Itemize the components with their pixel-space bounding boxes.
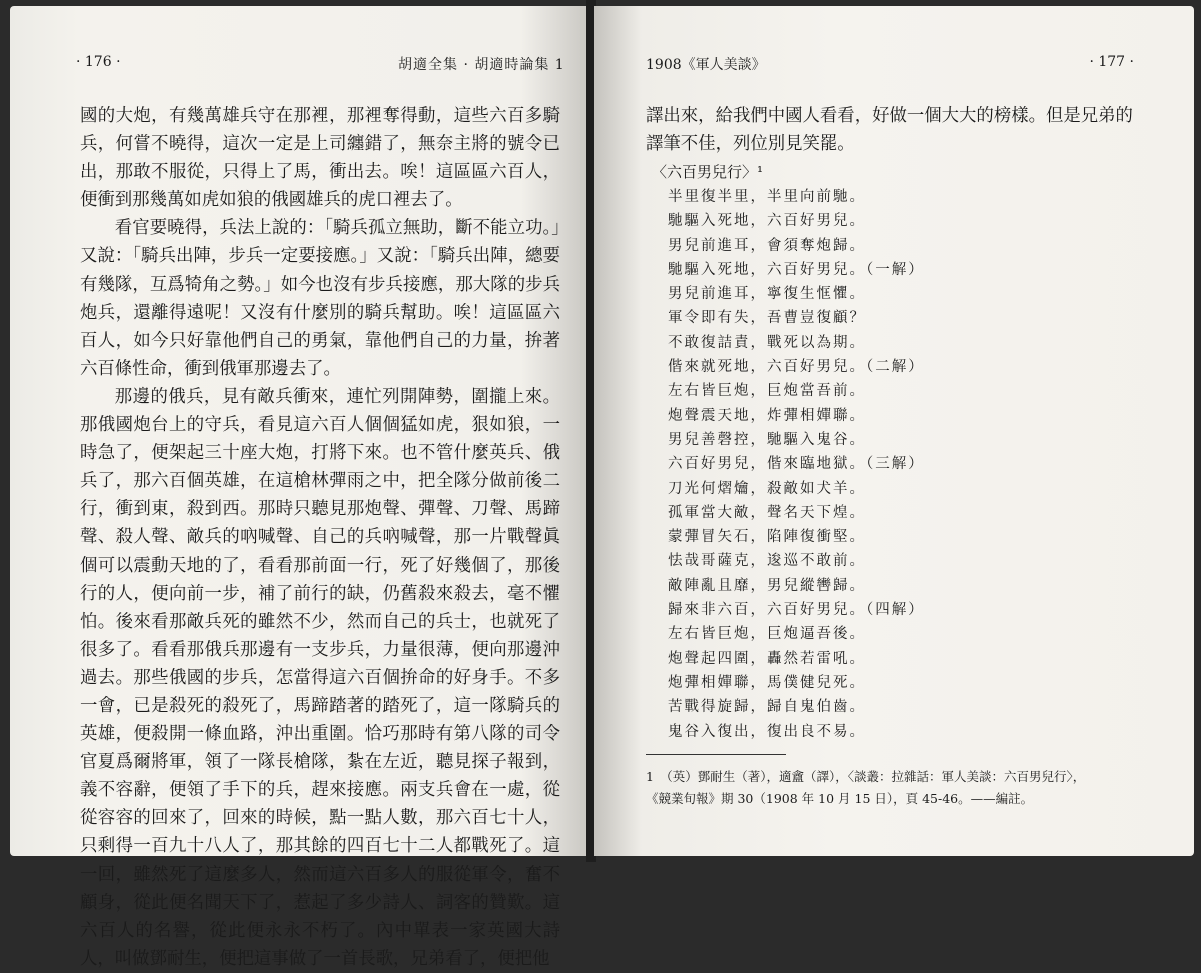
paragraph: 看官要曉得，兵法上說的：「騎兵孤立無助，斷不能立功。」又說：「騎兵出陣，步兵一定要接應。」又說：「騎兵出陣，總要有幾隊，互爲犄角之勢。」如今也沒有步兵接應，那大隊的步兵炮兵，還離得遠呢！又沒有什麼別的騎兵幫助。唉！這區區六百人，如今只好靠他們自己的勇氣，靠他們自己的力量，拚著六百條性命，衝到俄軍那邊去了。 — [80, 218, 560, 379]
right-intro-text — [646, 102, 1146, 158]
left-page — [10, 6, 590, 969]
poem-line: 蒙彈冒矢石，陷陣復衝堅。 — [668, 529, 866, 546]
right-running-header: 1908《軍人美談》 — [646, 57, 766, 73]
poem-line: 鬼谷入復出，復出良不易。 — [668, 723, 866, 740]
poem-line: 馳驅入死地，六百好男兒。 — [668, 213, 866, 230]
poem-line: 軍令即有失，吾曹豈復顧？ — [668, 310, 866, 327]
right-page-number: · 177 · — [1089, 54, 1134, 70]
poem-line: 六百好男兒，偕來臨地獄。（三解） — [668, 456, 925, 473]
poem-line: 刀光何熠爚，殺敵如犬羊。 — [668, 480, 866, 497]
left-running-header: 胡適全集 · 胡適時論集 1 — [398, 57, 565, 73]
poem-line: 男兒前進耳，寧復生恇懼。 — [668, 286, 866, 303]
poem-line: 孤軍當大敵，聲名天下煌。 — [668, 504, 866, 521]
footnote-line: 《競業旬報》期 30（1908 年 10 月 15 日），頁 45-46。——編註。 — [646, 791, 1034, 806]
left-page-number: · 176 · — [76, 54, 121, 70]
poem-line: 歸來非六百，六百好男兒。（四解） — [668, 602, 925, 619]
left-body-text — [80, 102, 560, 973]
poem-line: 炮聲震天地，炸彈相嬋聯。 — [668, 407, 866, 424]
poem-line: 不敢復詰責，戰死以為期。 — [668, 334, 866, 351]
poem-line: 炮彈相嬋聯，馬僕健兒死。 — [668, 674, 866, 691]
poem-line: 男兒前進耳，會須奪炮歸。 — [668, 237, 866, 254]
footnote — [646, 766, 1166, 810]
poem-line: 男兒善磬控，馳驅入鬼谷。 — [668, 431, 866, 448]
footnote-line: 1 （英）鄧耐生（著），適盦（譯），〈談叢：拉雜話：軍人美談：六百男兒行〉， — [646, 769, 1086, 784]
poem-line: 左右皆巨炮，巨炮逼吾後。 — [668, 626, 866, 643]
poem-line: 左右皆巨炮，巨炮當吾前。 — [668, 383, 866, 400]
poem-line: 敵陣亂且靡，男兒縱轡歸。 — [668, 577, 866, 594]
paragraph: 譯出來，給我們中國人看看，好做一個大大的榜樣。但是兄弟的譯筆不佳，列位別見笑罷。 — [646, 106, 1133, 155]
paragraph: 那邊的俄兵，見有敵兵衝來，連忙列開陣勢，圍攏上來。那俄國炮台上的守兵，看見這六百人個個猛如虎，狠如狼，一時急了，便架起三十座大炮，打將下來。也不管什麼英兵、俄兵了，那六百個英雄，在這槍林彈雨之中，把全隊分做前後二行，衝到東，殺到西。那時只聽見那炮聲、彈聲、刀聲、馬蹄聲、殺人聲、敵兵的吶喊聲、自己的兵吶喊聲，那一片戰聲眞個可以震動天地的了，看看那前面一行，死了好幾個了，那後行的人，便向前一步，補了前行的缺，仍舊殺來殺去，毫不懼怕。後來看那敵兵死的雖然不少，然而自己的兵士，也就死了很多了。看看那俄兵那邊有一支步兵，力量很薄，便向那邊沖過去。那些俄國的步兵，怎當得這六百個拚命的好身手。不多一會，已是殺死的殺死了，馬蹄踏著的踏死了，這一隊騎兵的英雄，便殺開一條血路，沖出重圍。恰巧那時有第八隊的司令官夏爲爾將軍，領了一隊長槍隊，紮在左近，聽見探子報到，義不容辭，便領了手下的兵，趕來接應。兩支兵會在一處，從從容容的回來了，回來的時候，點一點人數，那六百七十人，只剩得一百九十八人了，那其餘的四百七十二人都戰死了。這一回，雖然死了這麼多人，然而這六百多人的服從軍令，奮不顧身，從此便名聞天下了，惹起了多少詩人、詞客的贊歎。這六百人的名譽，從此便永永不朽了。內中單表一家英國大詩人，叫做鄧耐生，便把這事做了一首長歌，兄弟看了，便把他 — [80, 386, 560, 969]
poem-line: 半里復半里，半里向前馳。 — [668, 189, 866, 205]
poem-title: 〈六百男兒行〉¹ — [652, 163, 764, 181]
right-page — [594, 6, 1194, 856]
poem-line: 馳驅入死地，六百好男兒。（一解） — [668, 261, 925, 278]
poem-line: 怯哉哥薩克，逡巡不敢前。 — [668, 553, 866, 570]
paragraph: 國的大炮，有幾萬雄兵守在那裡，那裡奪得動，這些六百多騎兵，何嘗不曉得，這次一定是上司纏錯了，無奈主將的號令已出，那敢不服從，只得上了馬，衝出去。唉！這區區六百人，便衝到那幾萬如虎如狼的俄國雄兵的虎口裡去了。 — [80, 106, 560, 211]
poem-line: 苦戰得旋歸，歸自鬼伯齒。 — [668, 699, 866, 716]
poem-line: 炮聲起四圍，轟然若雷吼。 — [668, 650, 866, 667]
poem-line: 偕來就死地，六百好男兒。（二解） — [668, 359, 925, 376]
footnote-divider — [646, 754, 786, 755]
poem — [646, 159, 1166, 744]
